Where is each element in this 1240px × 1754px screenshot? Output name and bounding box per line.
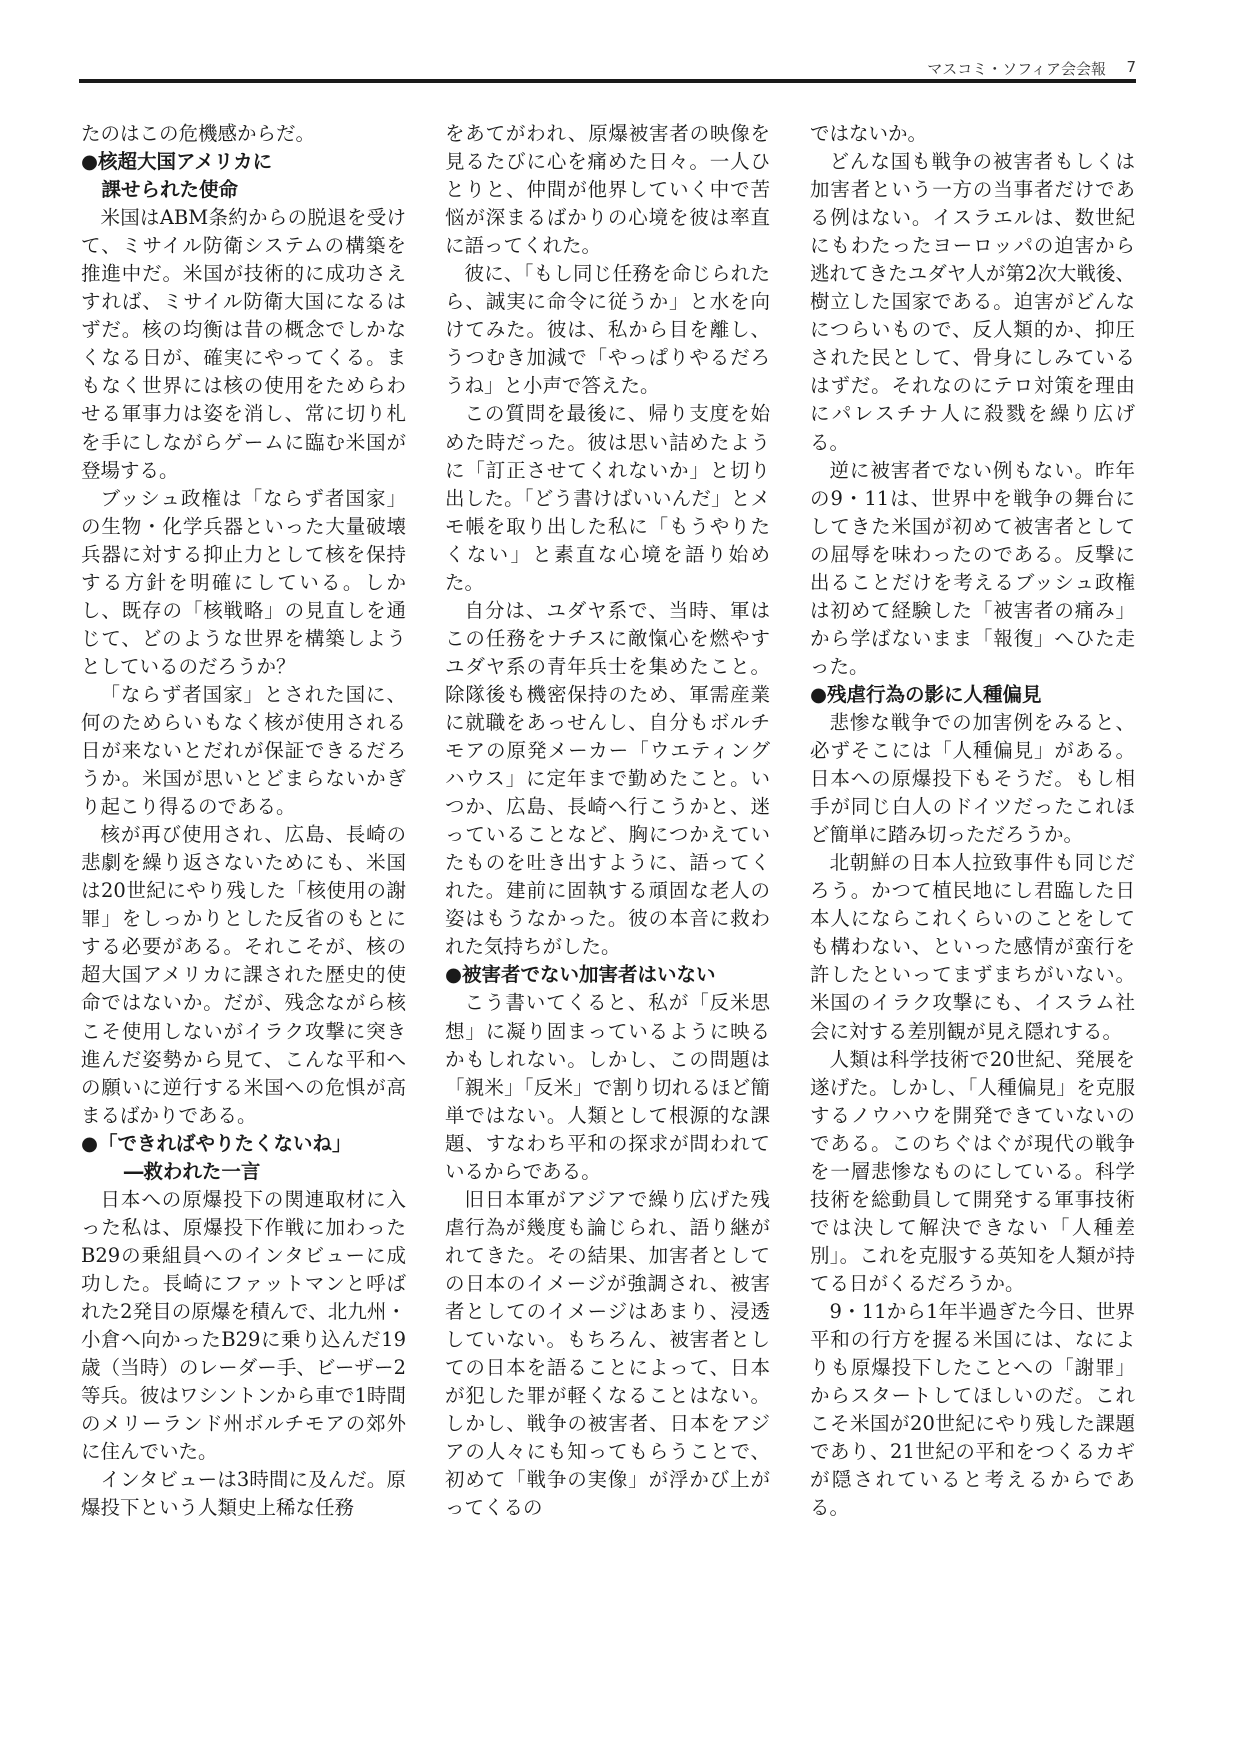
- section-heading: ●残虐行為の影に人種偏見: [810, 682, 1042, 706]
- heading-line: ●核超大国アメリカに: [81, 150, 273, 174]
- paragraph: をあてがわれ、原爆被害者の映像を見るたびに心を痛めた日々。一人ひとりと、仲間が他界していく中で苦悩が深まるばかりの心境を彼は率直に語ってくれた。: [445, 122, 770, 258]
- paragraph: 人類は科学技術で20世紀、発展を遂げた。しかし、「人種偏見」を克服するノウハウを開発できていないのである。このちぐはぐが現代の戦争を一層悲惨なものにしている。科学技術を総動員して開発する軍事技術では決して解決できない「人種差別」。これを克服する英知を人類が持てる日がくるだろうか。: [810, 1047, 1135, 1295]
- publication-title: マスコミ・ソフィア会会報: [927, 60, 1106, 78]
- paragraph: 北朝鮮の日本人拉致事件も同じだろう。かつて植民地にし君臨した日本人にならこれくらいのことをしても構わない、といった感情が蛮行を許したといってまずまちがいない。米国のイラク攻撃にも、イスラム社会に対する差別観が見え隠れする。: [810, 851, 1135, 1043]
- paragraph: どんな国も戦争の被害者もしくは加害者という一方の当事者だけである例はない。イスラエルは、数世紀にもわたったヨーロッパの迫害から逃れてきたユダヤ人が第2次大戦後、樹立した国家である。迫害がどんなにつらいもので、反人類的か、抑圧された民として、骨身にしみているはずだ。それなのにテロ対策を理由にパレスチナ人に殺戮を繰り広げる。: [810, 150, 1135, 454]
- article-column-2: [445, 120, 790, 1522]
- section-heading: [81, 1130, 406, 1186]
- page-header: [79, 56, 1136, 80]
- heading-line: 課せられた使命: [101, 178, 238, 202]
- paragraph: 日本への原爆投下の関連取材に入った私は、原爆投下作戦に加わったB29の乗組員へのインタビューに成功した。長崎にファットマンと呼ばれた2発目の原爆を積んで、北九州・小倉へ向かったB29に乗り込んだ19歳（当時）のレーダー手、ビーザー2等兵。彼はワシントンから車で1時間のメリーランド州ボルチモアの郊外に住んでいた。: [81, 1187, 406, 1464]
- paragraph: ではないか。: [810, 122, 928, 145]
- paragraph: この質問を最後に、帰り支度を始めた時だった。彼は思い詰めたように「訂正させてくれないか」と切り出した。「どう書けばいいんだ」とメモ帳を取り出した私に「もうやりたくない」と素直な心境を語り始めた。: [445, 402, 770, 594]
- paragraph: 核が再び使用され、広島、長崎の悲劇を繰り返さないためにも、米国は20世紀にやり残した「核使用の謝罪」をしっかりとした反省のもとにする必要がある。それこそが、核の超大国アメリカに課された歴史的使命ではないか。だが、残念ながら核こそ使用しないがイラク攻撃に突き進んだ姿勢から見て、こんな平和への願いに逆行する米国への危惧が高まるばかりである。: [81, 823, 406, 1127]
- heading-line: ―救われた一言: [123, 1159, 261, 1183]
- page-number: 7: [1126, 58, 1136, 76]
- paragraph: 自分は、ユダヤ系で、当時、軍はこの任務をナチスに敵愾心を燃やすユダヤ系の青年兵士を集めたこと。除隊後も機密保持のため、軍需産業に就職をあっせんし、自分もボルチモアの原発メーカー「ウエティング ハウス」に定年まで勤めたこと。いつか、広島、長崎へ行こうかと、迷っていることなど、胸につかえていたものを吐き出すように、語ってくれた。建前に固執する頑固な老人の姿はもうなかった。彼の本音に救われた気持ちがした。: [445, 598, 790, 959]
- paragraph: 米国はABM条約からの脱退を受けて、ミサイル防衛システムの構築を推進中だ。米国が技術的に成功さえすれば、ミサイル防衛大国になるはずだ。核の均衡は昔の概念でしかなくなる日が、確実にやってくる。まもなく世界には核の使用をためらわせる軍事力は姿を消し、常に切り札を手にしながらゲームに臨む米国が登場する。: [81, 206, 406, 482]
- section-heading: ●被害者でない加害者はいない: [445, 963, 716, 987]
- section-heading: [81, 148, 406, 204]
- paragraph: ブッシュ政権は「ならず者国家」の生物・化学兵器といった大量破壊兵器に対する抑止力として核を保持する方針を明確にしている。しかし、既存の「核戦略」の見直しを通じて、どのような世界を構築しようとしているのだろうか？: [81, 486, 406, 678]
- paragraph: こう書いてくると、私が「反米思想」に凝り固まっているように映るかもしれない。しかし、この問題は「親米」「反米」で割り切れるほど簡単ではない。人類として根源的な課題、すなわち平和の探求が問われているからである。: [445, 991, 770, 1183]
- paragraph: たのはこの危機感からだ。: [81, 122, 316, 145]
- header-rule: [79, 79, 1136, 83]
- paragraph: インタビューは3時間に及んだ。原爆投下という人類史上稀な任務: [81, 1468, 406, 1520]
- paragraph: 彼に、「もし同じ任務を命じられたら、誠実に命令に従うか」と水を向けてみた。彼は、私から目を離し、うつむき加減で「やっぱりやるだろうね」と小声で答えた。: [445, 262, 770, 398]
- article-column-1: [81, 120, 406, 1522]
- article-column-3: [810, 120, 1135, 1522]
- paragraph: 悲惨な戦争での加害例をみると、必ずそこには「人種偏見」がある。日本への原爆投下もそうだ。もし相手が同じ白人のドイツだったこれほど簡単に踏み切っただろうか。: [810, 710, 1135, 847]
- paragraph: 9・11から1年半過ぎた今日、世界平和の行方を握る米国には、なによりも原爆投下したことへの「謝罪」からスタートしてほしいのだ。これこそ米国が20世紀にやり残した課題であり、21世紀の平和をつくるカギが隠されていると考えるからである。: [810, 1299, 1135, 1520]
- paragraph: 「ならず者国家」とされた国に、何のためらいもなく核が使用される日が来ないとだれが保証できるだろうか。米国が思いとどまらないかぎり起こり得るのである。: [81, 682, 406, 819]
- paragraph: 旧日本軍がアジアで繰り広げた残虐行為が幾度も論じられ、語り継がれてきた。その結果、加害者としての日本のイメージが強調され、被害者としてのイメージはあまり、浸透していない。もちろん、被害者としての日本を語ることによって、日本が犯した罪が軽くなることはない。しかし、戦争の被害者、日本をアジアの人々にも知ってもらうことで、初めて「戦争の実像」が浮かび上がってくるの: [445, 1187, 770, 1520]
- heading-line: ●「できればやりたくないね」: [81, 1131, 352, 1155]
- paragraph: 逆に被害者でない例もない。昨年の9・11は、世界中を戦争の舞台にしてきた米国が初めて被害者としての屈辱を味わったのである。反撃に出ることだけを考えるブッシュ政権は初めて経験した「被害者の痛み」から学ばないまま「報復」へひた走った。: [810, 458, 1135, 678]
